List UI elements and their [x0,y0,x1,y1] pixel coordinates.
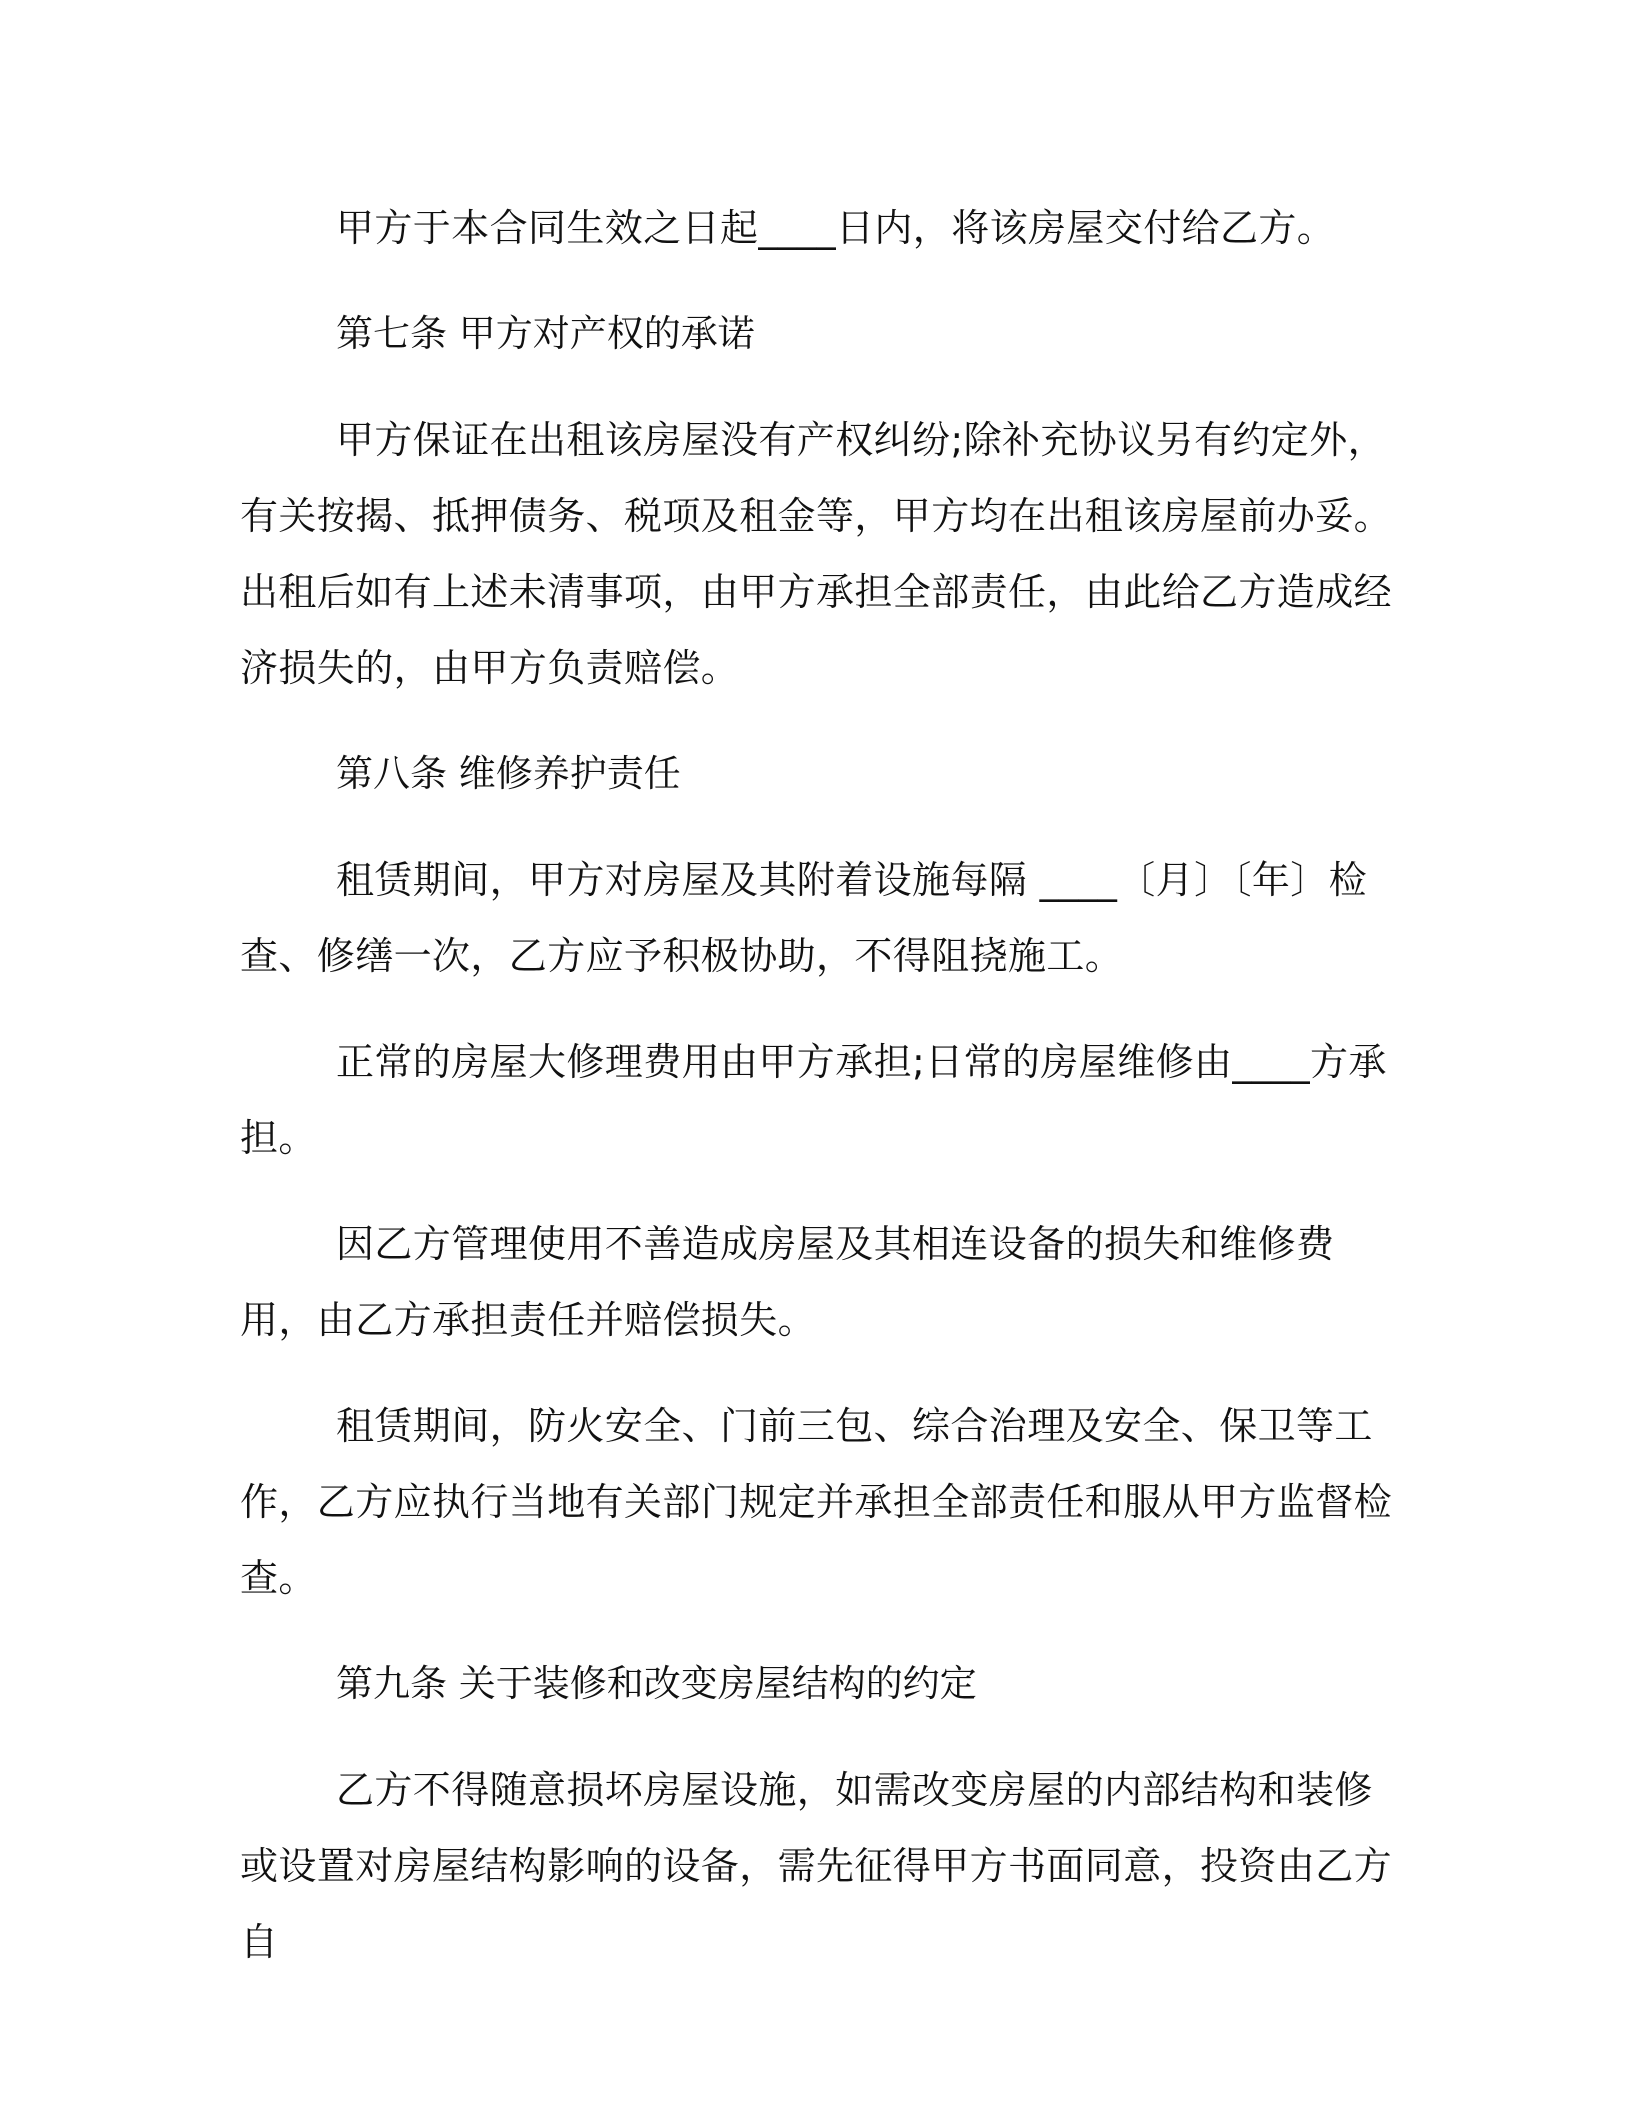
paragraph-safety-duties: 租赁期间，防火安全、门前三包、综合治理及安全、保卫等工作，乙方应执行当地有关部门规定并承担全部责任和服从甲方监督检查。 [240,1404,1393,1600]
paragraph-tenant-liability: 因乙方管理使用不善造成房屋及其相连设备的损失和维修费用，由乙方承担责任并赔偿损失。 [240,1222,1335,1342]
paragraph-repair-costs: 正常的房屋大修理费用由甲方承担;日常的房屋维修由____方承担。 [240,1040,1387,1160]
heading-article-8: 第八条 维修养护责任 [336,752,681,795]
heading-article-7: 第七条 甲方对产权的承诺 [336,312,755,355]
heading-article-9: 第九条 关于装修和改变房屋结构的约定 [336,1662,977,1705]
document-body [240,190,1410,2010]
paragraph-property-rights: 甲方保证在出租该房屋没有产权纠纷;除补充协议另有约定外，有关按揭、抵押债务、税项及租金等，甲方均在出租该房屋前办妥。出租后如有上述未清事项，由甲方承担全部责任，由此给乙方造成经济损失的，由甲方负责赔偿。 [240,418,1393,690]
paragraph-renovation: 乙方不得随意损坏房屋设施，如需改变房屋的内部结构和装修或设置对房屋结构影响的设备，需先征得甲方书面同意，投资由乙方自 [240,1768,1393,1964]
paragraph-inspection: 租赁期间，甲方对房屋及其附着设施每隔 ____〔月〕〔年〕检查、修缮一次，乙方应予积极协助，不得阻挠施工。 [240,858,1368,978]
paragraph-delivery: 甲方于本合同生效之日起____日内，将该房屋交付给乙方。 [336,206,1336,250]
